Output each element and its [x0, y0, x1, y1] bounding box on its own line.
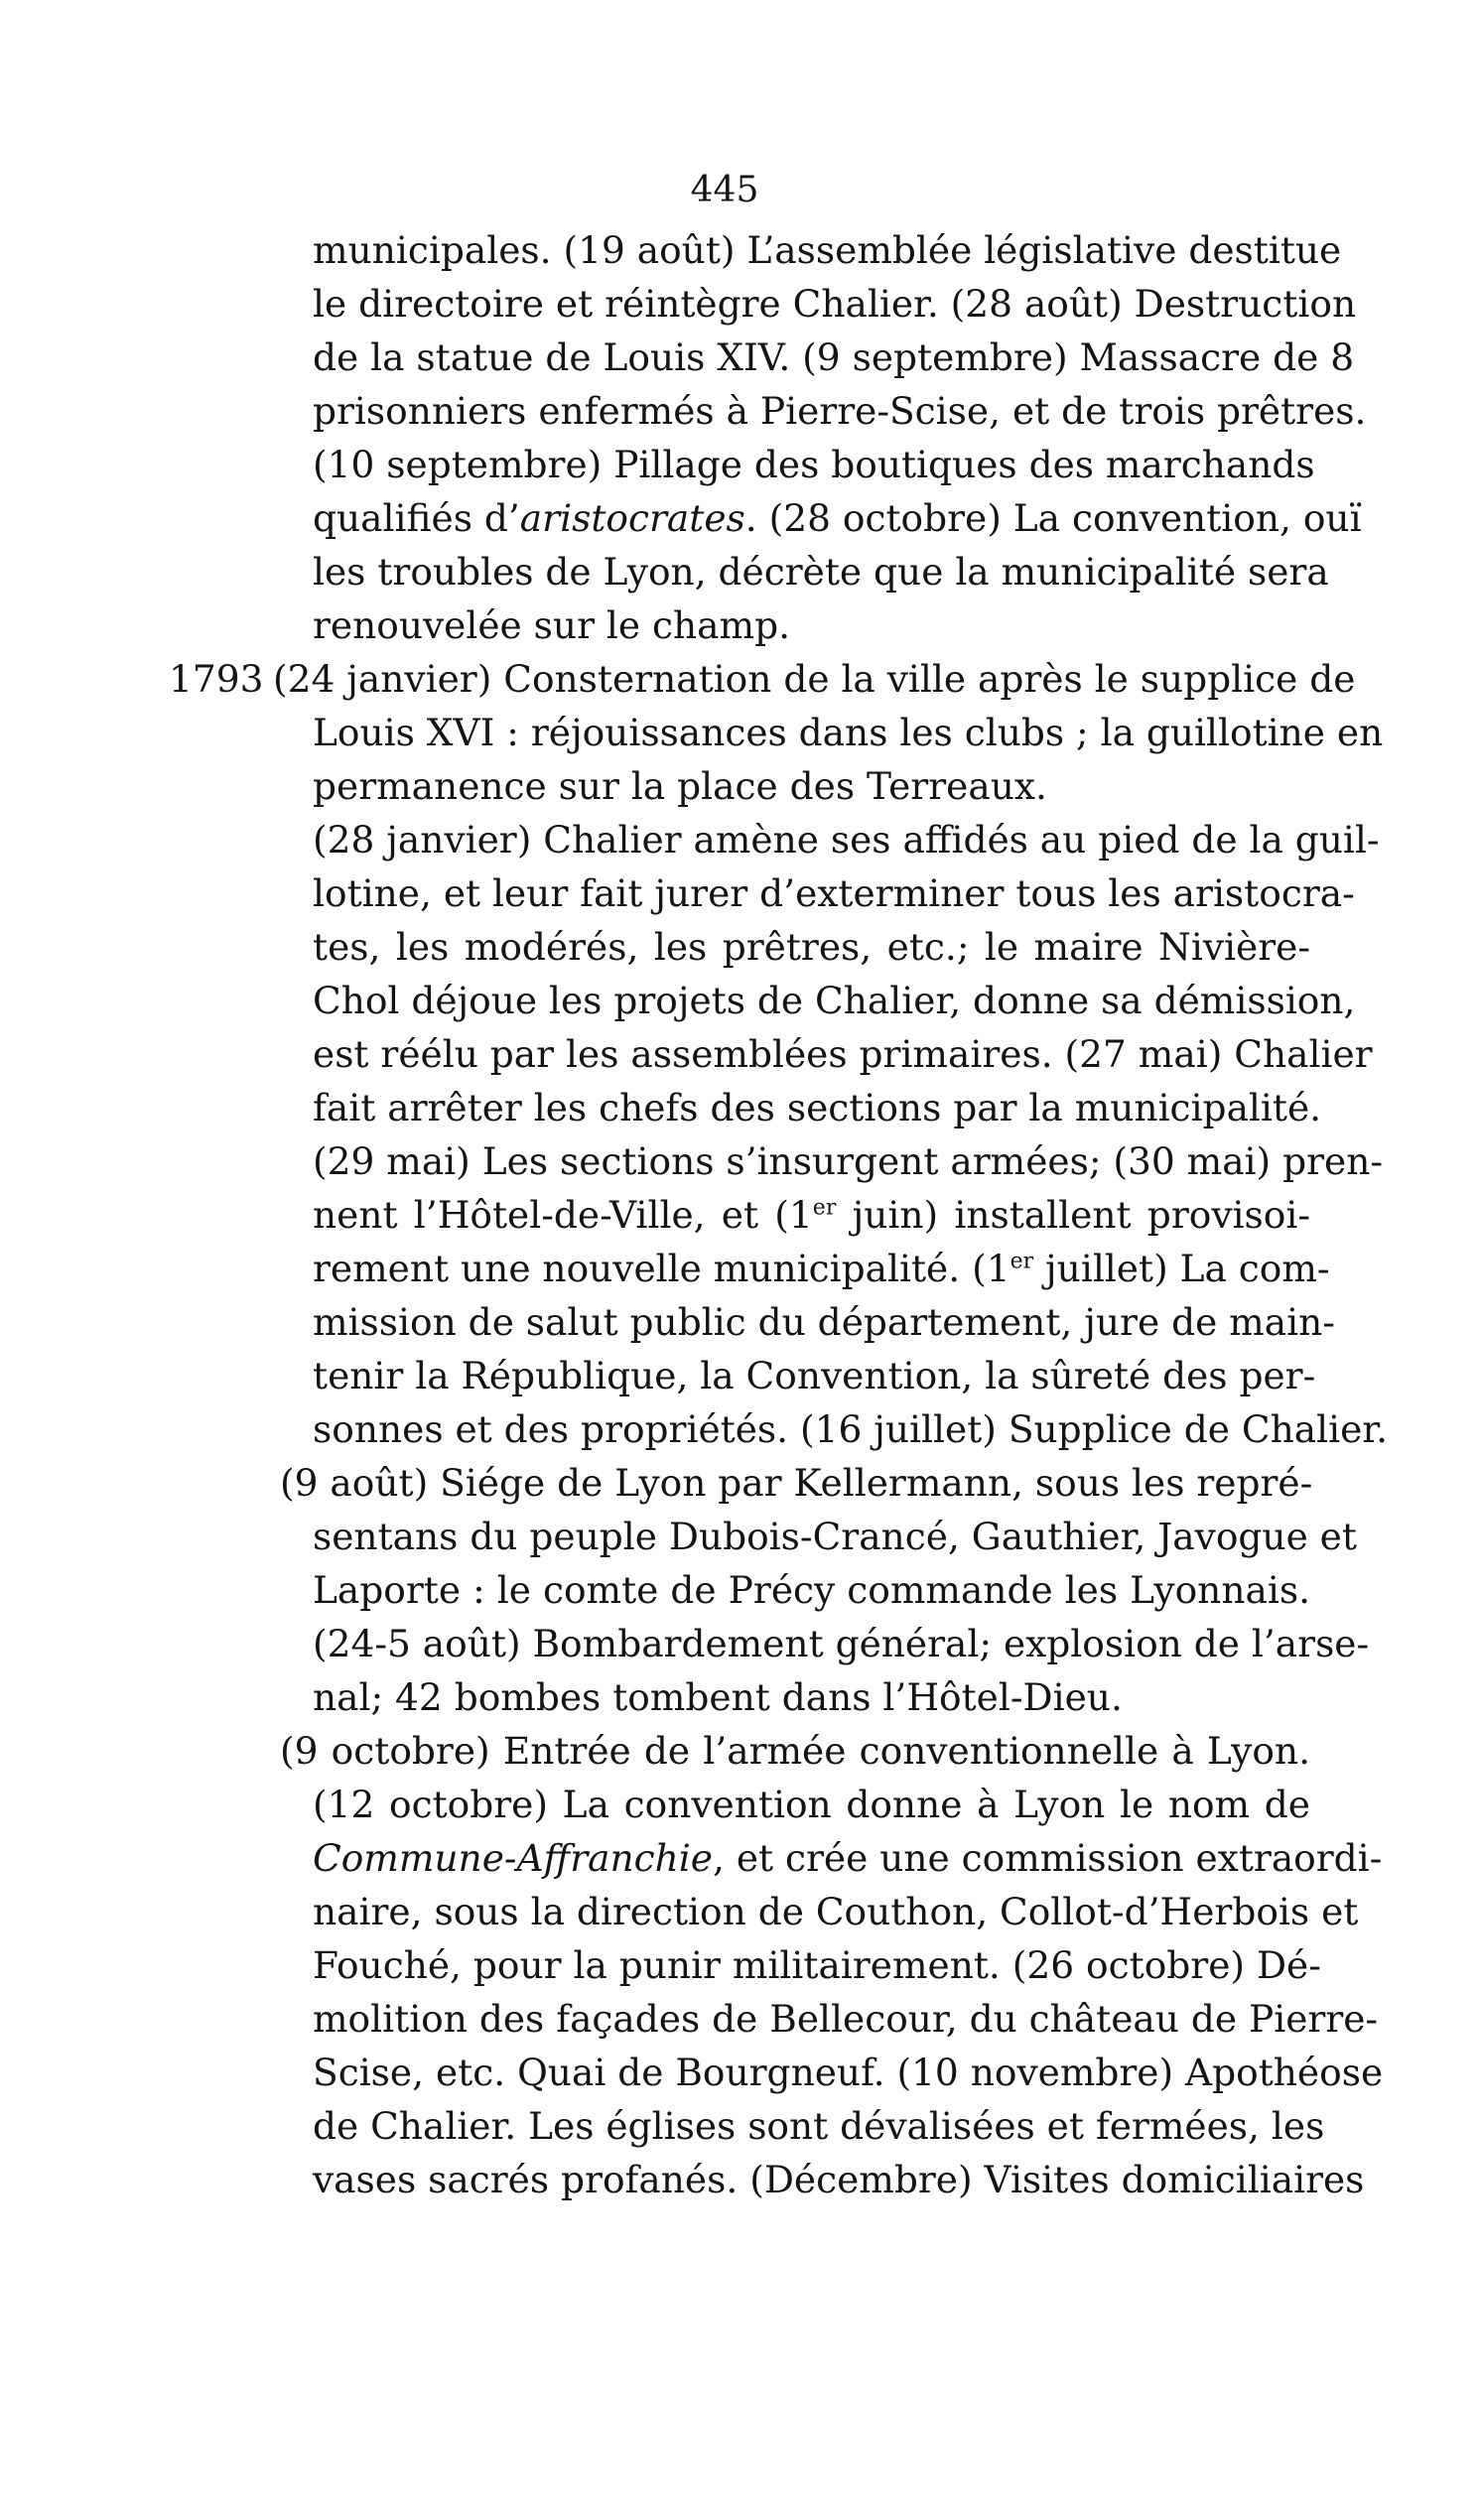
text-line: (24-5 août) Bombardement général; explosion de l’arse- [313, 1622, 1370, 1665]
text-line: sonnes et des propriétés. (16 juillet) Supplice de Chalier. [313, 1407, 1389, 1451]
page-number: 445 [690, 170, 759, 210]
text-line: lotine, et leur fait jurer d’exterminer tous les aristocra- [313, 871, 1355, 915]
text-line: nent l’Hôtel-de-Ville, et (1er juin) installent provisoi- [313, 1193, 1310, 1237]
year-1793: 1793 [169, 657, 264, 701]
text-line: qualifiés d’aristocrates. (28 octobre) La convention, ouï [313, 496, 1362, 540]
text-line: prisonniers enfermés à Pierre-Scise, et de trois prêtres. [313, 389, 1367, 433]
text-line: renouvelée sur le champ. [313, 603, 791, 647]
text-line: Chol déjoue les projets de Chalier, donne sa démission, [313, 979, 1356, 1022]
text-line: (10 septembre) Pillage des boutiques des marchands [313, 443, 1315, 486]
text-line: (9 octobre) Entrée de l’armée conventionnelle à Lyon. [280, 1729, 1310, 1773]
text-line: (12 octobre) La convention donne à Lyon le nom de [313, 1783, 1310, 1826]
text-line: est réélu par les assemblées primaires. (27 mai) Chalier [313, 1032, 1373, 1076]
text-line: naire, sous la direction de Couthon, Collot-d’Herbois et [313, 1890, 1359, 1933]
text-line: (29 mai) Les sections s’insurgent armées; (30 mai) pren- [313, 1139, 1384, 1183]
text-line: Scise, etc. Quai de Bourgneuf. (10 novembre) Apothéose [313, 2051, 1384, 2094]
text-line: nal; 42 bombes tombent dans l’Hôtel-Dieu. [313, 1675, 1123, 1719]
text-line: de Chalier. Les églises sont dévalisées et fermées, les [313, 2104, 1325, 2148]
text-line: sentans du peuple Dubois-Crancé, Gauthier, Javogue et [313, 1515, 1357, 1558]
text-line: mission de salut public du département, jure de main- [313, 1300, 1335, 1344]
text-line: molition des façades de Bellecour, du château de Pierre- [313, 1997, 1379, 2041]
text-line: les troubles de Lyon, décrète que la municipalité sera [313, 550, 1329, 594]
text-line: Fouché, pour la punir militairement. (26 octobre) Dé- [313, 1943, 1321, 1987]
text-line: municipales. (19 août) L’assemblée législative destitue [313, 228, 1342, 272]
text-line: Commune-Affranchie, et crée une commission extraordi- [313, 1836, 1383, 1880]
text-line: fait arrêter les chefs des sections par la municipalité. [313, 1086, 1322, 1129]
text-line: permanence sur la place des Terreaux. [313, 764, 1047, 808]
text-line: Laporte : le comte de Précy commande les Lyonnais. [313, 1568, 1310, 1612]
text-line: (9 août) Siége de Lyon par Kellermann, sous les repré- [280, 1461, 1313, 1505]
text-line: de la statue de Louis XIV. (9 septembre) Massacre de 8 [313, 335, 1355, 379]
text-line: rement une nouvelle municipalité. (1er juillet) La com- [313, 1247, 1330, 1290]
text-line: le directoire et réintègre Chalier. (28 août) Destruction [313, 282, 1357, 326]
text-line: (24 janvier) Consternation de la ville après le supplice de [273, 657, 1356, 701]
text-line: tenir la République, la Convention, la sûreté des per- [313, 1354, 1316, 1397]
text-line: (28 janvier) Chalier amène ses affidés au pied de la guil- [313, 818, 1380, 862]
text-line: vases sacrés profanés. (Décembre) Visites domiciliaires [313, 2158, 1365, 2201]
text-line: Louis XVI : réjouissances dans les clubs ; la guillotine en [313, 711, 1384, 754]
text-line: tes, les modérés, les prêtres, etc.; le maire Nivière- [313, 925, 1310, 969]
